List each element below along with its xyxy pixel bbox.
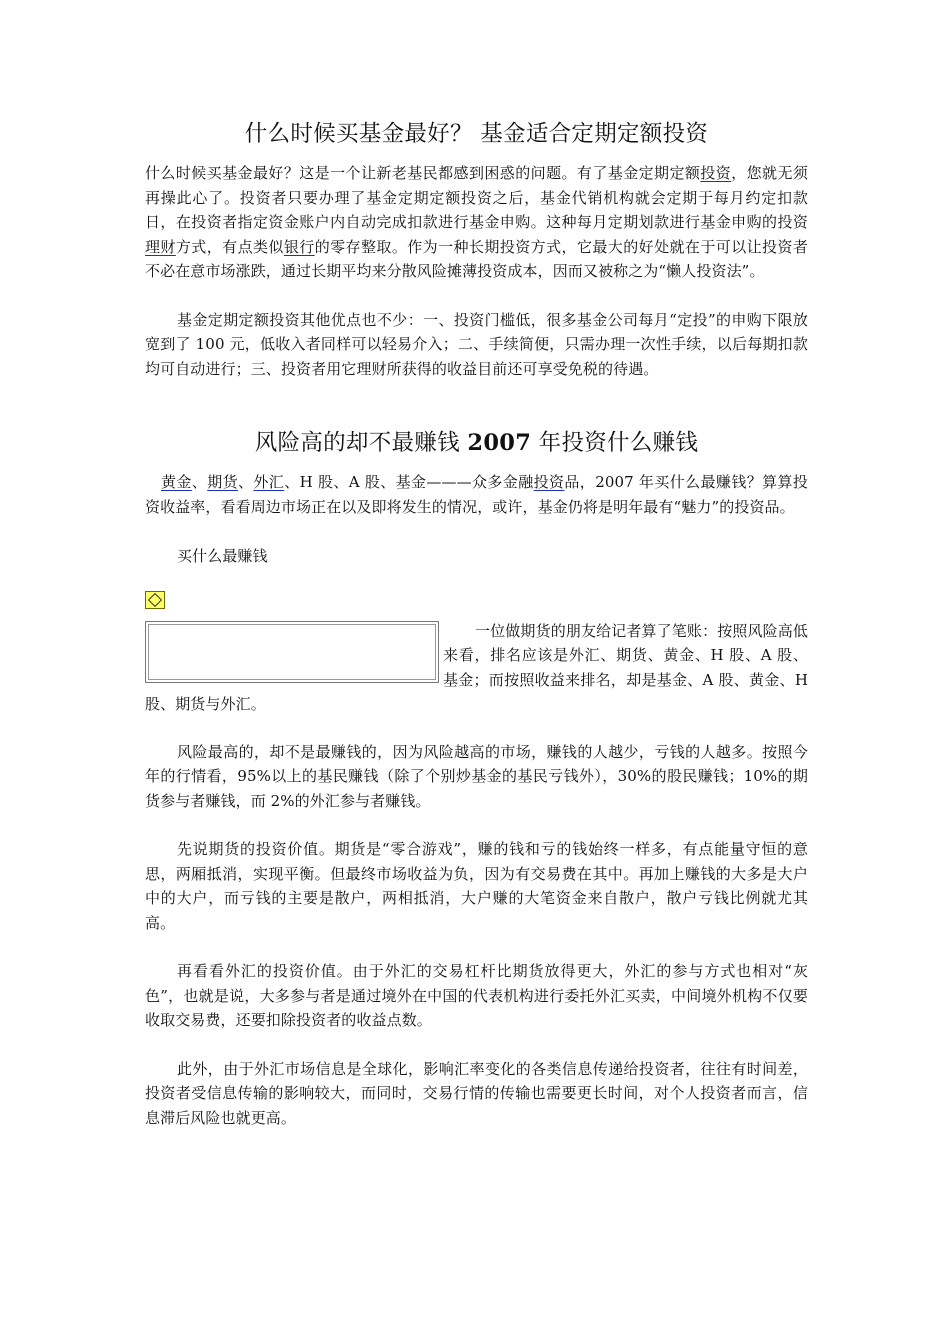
document-page <box>145 118 808 1130</box>
text-span: 的零存整取。作为一种长期投资方式，它最大的好处就在于可以让投资者不必在意市场涨跌，通过长期平均来分散风险摊薄投资成本，因而又被称之为“懒人投资法”。 <box>145 237 809 280</box>
link-investment[interactable]: 投资 <box>700 164 732 182</box>
image-with-text <box>145 619 808 717</box>
text-span: 、H 股、A 股、基金———众多金融 <box>284 473 534 491</box>
paragraph-9: 此外，由于外汇市场信息是全球化，影响汇率变化的各类信息传递给投资者，往往有时间差，投资者受信息传输的影响较大，而同时，交易行情的传输也需要更长时间，对个人投资者而言，信息滞后风险也就更高。 <box>145 1059 808 1127</box>
subheading-what-to-buy: 买什么最赚钱 <box>177 547 268 565</box>
broken-image-icon[interactable] <box>145 591 165 609</box>
paragraph-8: 再看看外汇的投资价值。由于外汇的交易杠杆比期货放得更大，外汇的参与方式也相对“灰色”，也就是说，大多参与者是通过境外在中国的代表机构进行委托外汇买卖，中间境外机构不仅要收取交易费，还要扣除投资者的收益点数。 <box>145 962 808 1029</box>
paragraph-2: 基金定期定额投资其他优点也不少：一、投资门槛低，很多基金公司每月“定投”的申购下限放宽到了 100 元，低收入者同样可以轻易介入；二、手续简便，只需办理一次性手续，以后每期扣款均可自动进行；三、投资者用它理财所获得的收益目前还可享受免税的待遇。 <box>145 310 808 378</box>
title-year: 2007 <box>467 430 532 456</box>
paragraph-7: 先说期货的投资价值。期货是“零合游戏”，赚的钱和亏的钱始终一样多，有点能量守恒的意思，两厢抵消，实现平衡。但最终市场收益为负，因为有交易费在其中。再加上赚钱的大多是大户中的大户，而亏钱的主要是散户，两相抵消，大户赚的大笔资金来自散户，散户亏钱比例就尤其高。 <box>145 840 808 932</box>
link-futures[interactable]: 期货 <box>207 473 238 491</box>
paragraph-3 <box>145 470 808 519</box>
article-title-1: 什么时候买基金最好？ 基金适合定期定额投资 <box>244 121 709 147</box>
text-span: ，您就无须再操此心了。投资者只要办理了基金定期定额投资之后，基金代销机构就会定期于每月约定扣款日，在投资者指定资金账户内自动完成扣款进行基金申购。这种每月定期划款进行基金申购的投资 <box>145 164 808 231</box>
text-span: 什么时候买基金最好？这是一个让新老基民都感到困惑的问题。有了基金定期定额 <box>145 164 701 182</box>
link-finance[interactable]: 理财 <box>145 237 176 256</box>
text-span: 、 <box>238 473 254 491</box>
title-text: 风险高的却不最赚钱 <box>254 430 468 456</box>
article-title-2 <box>145 427 808 459</box>
link-gold[interactable]: 黄金 <box>161 473 192 491</box>
image-frame[interactable] <box>145 621 439 683</box>
paragraph-5: 一位做期货的朋友给记者算了笔账：按照风险高低来看，排名应该是外汇、期货、黄金、H 股、A 股、基金；而按照收益来排名，却是基金、A 股、黄金、H 股、期货与外汇。 <box>145 621 808 713</box>
text-span: 、 <box>191 473 208 491</box>
text-span: 方式，有点类似 <box>175 237 284 256</box>
link-bank[interactable]: 银行 <box>283 237 315 256</box>
paragraph-1 <box>145 161 808 284</box>
text-span: 品，2007 年买什么最赚钱？算算投资收益率，看看周边市场正在以及即将发生的情况，或许，基金仍将是明年最有“魅力”的投资品。 <box>145 473 808 516</box>
paragraph-6: 风险最高的，却不是最赚钱的，因为风险越高的市场，赚钱的人越少，亏钱的人越多。按照今年的行情看，95%以上的基民赚钱（除了个别炒基金的基民亏钱外），30%的股民赚钱；10%的期货参与者赚钱，而 2%的外汇参与者赚钱。 <box>145 742 808 810</box>
title-text: 年投资什么赚钱 <box>531 430 699 456</box>
link-forex[interactable]: 外汇 <box>253 473 285 491</box>
image-placeholder-row <box>145 591 808 611</box>
link-investment-2[interactable]: 投资 <box>533 473 565 491</box>
